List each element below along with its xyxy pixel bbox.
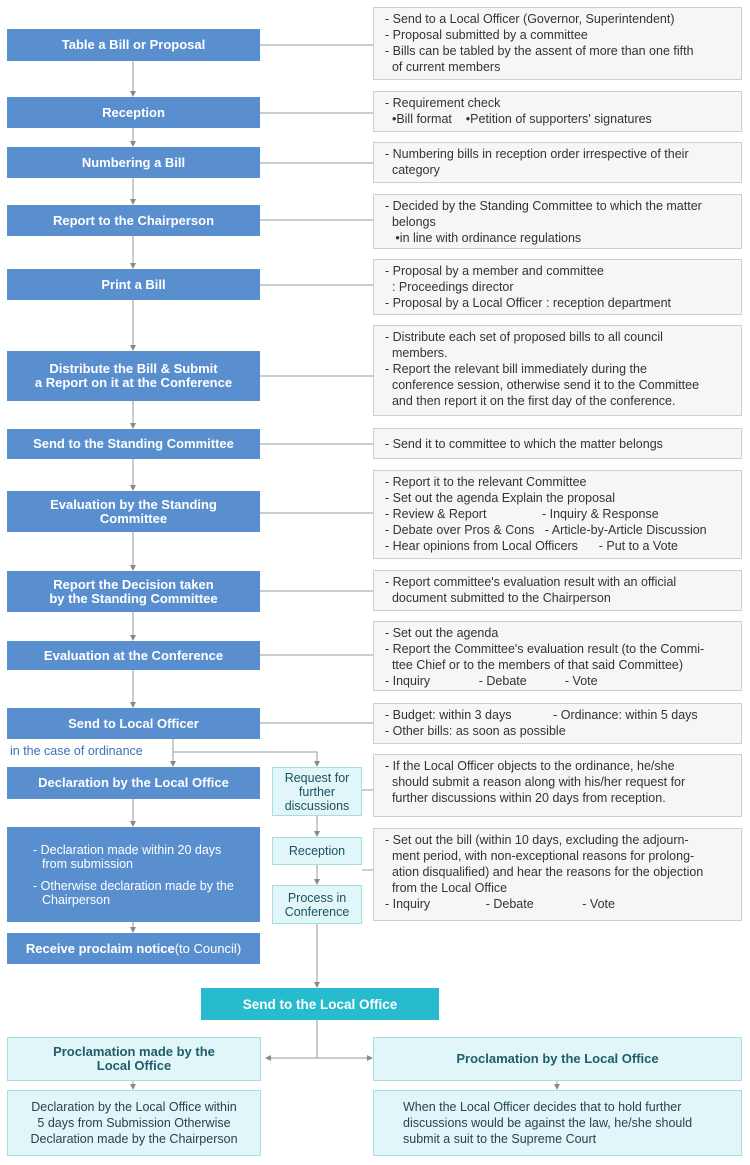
side-text: further	[298, 784, 336, 799]
side-text: Conference	[284, 904, 350, 919]
side-text: discussions	[284, 798, 350, 813]
proclamation-text: 5 days from Submission Otherwise	[37, 1116, 231, 1130]
note-numbering	[373, 142, 742, 183]
note-line: •in line with ordinance regulations	[385, 231, 582, 245]
step-receive-proclaim-notice	[7, 933, 260, 964]
proclamation-left-desc	[7, 1090, 261, 1156]
note-report-chairperson	[373, 194, 742, 249]
rule-text: from submission	[42, 856, 133, 871]
step-report-chairperson	[7, 205, 260, 236]
step-label: a Report on it at the Conference	[34, 375, 233, 390]
step-label: Declaration by the Local Office	[38, 775, 229, 790]
note-line: - Debate over Pros & Cons - Article-by-Article Discussion	[385, 523, 707, 537]
step-numbering-bill	[7, 147, 260, 178]
note-line: - If the Local Officer objects to the ordinance, he/she	[385, 759, 675, 773]
note-objection	[373, 754, 742, 817]
step-declaration-rules	[7, 827, 260, 922]
proclamation-right-desc	[373, 1090, 742, 1156]
step-send-local-officer	[7, 708, 260, 739]
step-label: Committee	[99, 510, 168, 526]
note-line: - Send it to committee to which the matter belongs	[385, 436, 663, 451]
proclamation-title: Proclamation made by the	[53, 1044, 215, 1059]
note-line: further discussions within 20 days from reception.	[385, 791, 666, 805]
note-line: conference session, otherwise send it to the Committee	[385, 378, 700, 392]
note-evaluation-committee	[373, 470, 742, 559]
step-label: by the Standing Committee	[49, 590, 218, 606]
step-report-decision	[7, 571, 260, 612]
step-label: Send to the Standing Committee	[33, 436, 234, 451]
note-line: ation disqualified) and hear the reasons for the objection	[385, 865, 704, 879]
note-print-bill	[373, 259, 742, 315]
note-set-out-bill	[373, 828, 742, 921]
note-evaluation-conference	[373, 621, 742, 691]
note-line: - Proposal by a Local Officer : reception department	[385, 296, 672, 310]
step-table-bill	[7, 29, 260, 61]
note-line: and then report it on the first day of the conference.	[385, 394, 676, 408]
proclamation-text: When the Local Officer decides that to hold further	[403, 1100, 682, 1114]
note-line: - Numbering bills in reception order irrespective of their	[385, 147, 689, 161]
rule-text: - Otherwise declaration made by the	[33, 878, 234, 893]
note-line: - Proposal submitted by a committee	[385, 28, 588, 42]
step-label: Send to Local Officer	[68, 715, 199, 731]
note-line: - Requirement check	[385, 96, 501, 110]
note-line: •Bill format •Petition of supporters' signatures	[385, 112, 652, 126]
note-line: - Proposal by a member and committee	[385, 264, 604, 278]
proclamation-left-title	[7, 1037, 261, 1081]
note-distribute-bill	[373, 325, 742, 416]
note-reception	[373, 91, 742, 132]
note-line: - Other bills: as soon as possible	[385, 724, 566, 738]
note-line: members.	[385, 346, 448, 360]
proclamation-text: Declaration by the Local Office within	[31, 1100, 237, 1114]
side-request-further-discussions	[272, 767, 362, 816]
step-label: Evaluation by the Standing	[50, 496, 217, 512]
side-text: Request for	[284, 770, 350, 785]
note-line: : Proceedings director	[385, 280, 514, 294]
note-line: - Report the relevant bill immediately during the	[385, 362, 647, 376]
step-reception	[7, 97, 260, 128]
note-line: category	[385, 163, 440, 177]
note-line: - Inquiry - Debate - Vote	[385, 897, 615, 911]
note-table-bill	[373, 7, 742, 80]
proclamation-title: Proclamation by the Local Office	[456, 1051, 659, 1066]
step-label: Receive proclaim notice	[25, 940, 175, 956]
note-line: from the Local Office	[385, 881, 508, 895]
note-line: ttee Chief or to the members of that said Committee)	[385, 658, 684, 672]
step-print-bill	[7, 269, 260, 300]
step-label: Print a Bill	[101, 276, 166, 292]
note-line: - Inquiry - Debate - Vote	[385, 674, 598, 688]
step-distribute-bill	[7, 351, 260, 401]
proclamation-text: discussions would be against the law, he/she should	[403, 1116, 693, 1130]
step-label: Send to the Local Office	[242, 996, 398, 1012]
note-line: - Hear opinions from Local Officers - Put to a Vote	[385, 539, 678, 553]
note-line: - Set out the bill (within 10 days, excluding the adjourn-	[385, 833, 689, 847]
proclamation-text: submit a suit to the Supreme Court	[403, 1132, 597, 1146]
note-line: - Decided by the Standing Committee to which the matter	[385, 199, 702, 213]
note-line: - Report committee's evaluation result with an official	[385, 575, 677, 589]
step-label: Report the Decision taken	[53, 576, 214, 592]
step-label-suffix: (to Council)	[174, 940, 242, 956]
note-line: should submit a reason along with his/her request for	[385, 775, 686, 789]
step-label: Evaluation at the Conference	[43, 647, 224, 663]
note-line: ment period, with non-exceptional reasons for prolong-	[385, 849, 695, 863]
note-line: - Set out the agenda Explain the proposal	[385, 491, 616, 505]
step-label: Report to the Chairperson	[52, 212, 215, 228]
step-label: Numbering a Bill	[81, 154, 186, 170]
proclamation-right-title	[373, 1037, 742, 1081]
note-line: document submitted to the Chairperson	[385, 591, 611, 605]
note-line: - Review & Report - Inquiry & Response	[385, 507, 659, 521]
branch-arrow	[173, 739, 317, 764]
note-line: - Bills can be tabled by the assent of more than one fifth	[385, 44, 694, 58]
step-evaluation-conference	[7, 641, 260, 670]
note-line: - Send to a Local Officer (Governor, Superintendent)	[385, 12, 675, 26]
side-reception	[272, 837, 362, 865]
note-send-committee	[373, 428, 742, 459]
note-line: - Report it to the relevant Committee	[385, 475, 587, 489]
step-label: Table a Bill or Proposal	[61, 37, 206, 52]
step-send-standing-committee	[7, 429, 260, 459]
rule-text: - Declaration made within 20 days	[33, 842, 222, 857]
proclamation-text: Declaration made by the Chairperson	[30, 1132, 238, 1146]
note-send-local-officer	[373, 703, 742, 744]
step-send-local-office	[201, 988, 439, 1020]
rule-text: Chairperson	[42, 892, 111, 907]
side-text: Process in	[287, 890, 347, 905]
branch-label: in the case of ordinance	[10, 744, 143, 758]
side-text: Reception	[288, 844, 346, 858]
note-line: of current members	[385, 60, 501, 74]
note-report-decision	[373, 570, 742, 611]
side-process-conference	[272, 885, 362, 924]
step-declaration-local-office	[7, 767, 260, 799]
note-line: - Distribute each set of proposed bills to all council	[385, 330, 663, 344]
note-line: - Report the Committee's evaluation result (to the Commi-	[385, 642, 705, 656]
step-label: Distribute the Bill & Submit	[49, 361, 218, 376]
note-line: - Set out the agenda	[385, 626, 499, 640]
step-evaluation-standing-committee	[7, 491, 260, 532]
step-label: Reception	[102, 104, 165, 120]
note-line: belongs	[385, 215, 436, 229]
proclamation-title: Local Office	[96, 1058, 172, 1073]
note-line: - Budget: within 3 days - Ordinance: within 5 days	[385, 708, 698, 722]
